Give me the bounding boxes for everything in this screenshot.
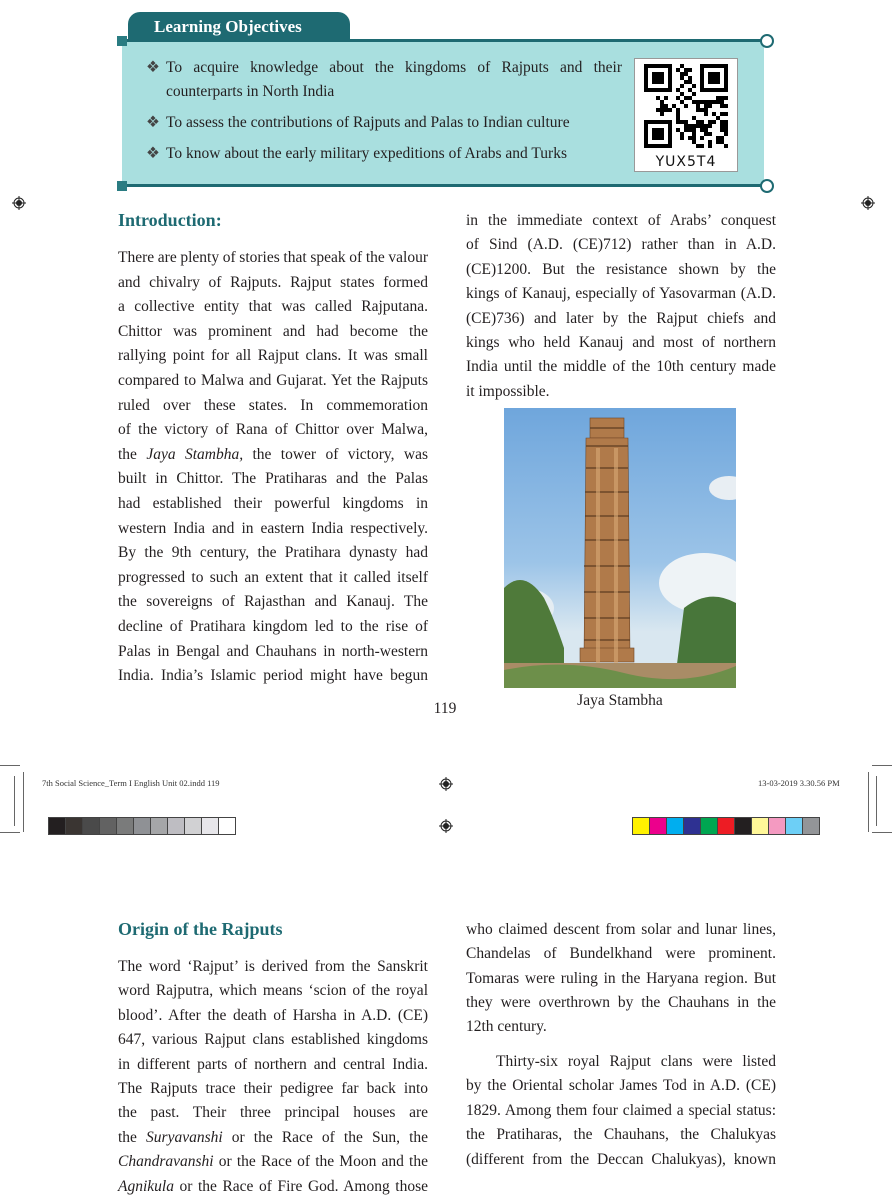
- color-swatch: [717, 817, 735, 835]
- text-line: it impossible.: [466, 382, 550, 400]
- text-line: rallying point for all Rajput clans. It was small: [118, 347, 428, 365]
- text-line: and chivalry of Rajputs. Rajput states formed: [118, 273, 428, 291]
- section-heading-origin: Origin of the Rajputs: [118, 919, 283, 939]
- text-line: The Rajputs trace their pedigree far back into: [118, 1080, 428, 1097]
- text-line: who claimed descent from solar and lunar lines,: [466, 921, 776, 938]
- text-line: in different parts of northern and central India.: [118, 1055, 428, 1073]
- color-swatch: [150, 817, 168, 835]
- text-line: decline of Pratihara kingdom led to the rise of: [118, 618, 428, 635]
- color-swatch: [734, 817, 752, 835]
- text-line: of the victory of Rana of Chittor over Malwa,: [118, 421, 428, 439]
- qr-code-icon: [642, 64, 730, 148]
- objectives-list: [146, 56, 622, 166]
- qr-code-label: YUX5T4: [655, 154, 717, 170]
- objective-item: [146, 56, 622, 104]
- text-line: word Rajputra, which means ‘scion of the royal: [118, 982, 428, 1000]
- text-line: Agnikula or the Race of Fire God. Among those: [118, 1177, 428, 1195]
- text-line: the past. Their three principal houses are: [118, 1104, 428, 1122]
- text-line: Tomaras were ruling in the Haryana region. But: [466, 969, 776, 987]
- color-swatch: [649, 817, 667, 835]
- registration-mark-icon: [439, 819, 453, 833]
- text-line: of Sind (A.D. (CE)712) rather than in A.D.: [466, 236, 776, 254]
- text-line: built in Chittor. The Pratiharas and the Palas: [118, 470, 428, 488]
- page-number: 119: [433, 700, 457, 717]
- color-swatch: [201, 817, 219, 835]
- color-swatch: [785, 817, 803, 835]
- crop-mark: [23, 772, 24, 832]
- crop-mark: [876, 776, 877, 826]
- crop-mark: [0, 765, 20, 766]
- learning-objectives-title: Learning Objectives: [128, 12, 350, 42]
- color-swatch: [82, 817, 100, 835]
- color-swatch: [48, 817, 66, 835]
- objective-text: To assess the contributions of Rajputs and Palas to Indian culture: [166, 114, 570, 131]
- text-line: Chittor was prominent and had become the: [118, 322, 428, 340]
- text-line: the Suryavanshi or the Race of the Sun, the: [118, 1128, 429, 1146]
- text-line: The word ‘Rajput’ is derived from the Sanskrit: [118, 958, 428, 975]
- objective-item: [146, 142, 622, 166]
- corner-ring-icon: [760, 34, 774, 48]
- color-swatch: [700, 817, 718, 835]
- color-swatch: [133, 817, 151, 835]
- color-swatch: [802, 817, 820, 835]
- color-swatch: [632, 817, 650, 835]
- text-line: India until the middle of the 10th century made: [466, 358, 776, 376]
- corner-ring-icon: [760, 179, 774, 193]
- objective-item: [146, 111, 622, 135]
- text-line: kings who held Kanauj and most of northern: [466, 334, 776, 351]
- diamond-bullet-icon: ❖: [146, 59, 160, 76]
- file-info: 7th Social Science_Term I English Unit 02.indd 119: [42, 778, 220, 788]
- text-line: Thirty-six royal Rajput clans were listed: [496, 1053, 776, 1070]
- text-line: 12th century.: [466, 1018, 547, 1036]
- color-swatch: [184, 817, 202, 835]
- color-swatch: [683, 817, 701, 835]
- color-swatch: [116, 817, 134, 835]
- text-line: Chandelas of Bundelkhand were prominent.: [466, 945, 776, 963]
- text-line: had established their powerful kingdoms in: [118, 495, 428, 512]
- text-line: Chandravanshi or the Race of the Moon and the: [118, 1153, 428, 1171]
- jaya-stambha-photo: [504, 408, 736, 688]
- registration-mark-icon: [861, 196, 875, 210]
- text-line: 1829. Among them four claimed a special status:: [466, 1101, 776, 1119]
- corner-square-icon: [117, 181, 127, 191]
- text-line: a collective entity that was called Rajputana.: [118, 298, 428, 316]
- diamond-bullet-icon: ❖: [146, 114, 160, 131]
- text-line: in the immediate context of Arabs’ conquest: [466, 212, 776, 229]
- registration-mark-icon: [12, 196, 26, 210]
- section-heading-introduction: Introduction:: [118, 210, 222, 230]
- color-swatch: [167, 817, 185, 835]
- text-line: (different from the Deccan Chalukyas), known: [466, 1150, 776, 1168]
- tower-image: [504, 408, 736, 688]
- text-line: 647, various Rajput clans established kingdoms: [118, 1031, 428, 1049]
- objective-text: To acquire knowledge about the kingdoms of Rajputs and their counterparts in North India: [166, 59, 622, 100]
- qr-code[interactable]: [634, 58, 738, 172]
- text-line: India. India’s Islamic period might have begun: [118, 667, 428, 685]
- divider: [122, 184, 762, 187]
- diamond-bullet-icon: ❖: [146, 145, 160, 162]
- text-line: the sovereigns of Rajasthan and Kanauj. The: [118, 593, 428, 611]
- cmyk-color-bar: [632, 817, 819, 835]
- objective-text: To know about the early military expeditions of Arabs and Turks: [166, 145, 568, 162]
- corner-square-icon: [117, 36, 127, 46]
- text-line: they were overthrown by the Chauhans in the: [466, 993, 776, 1011]
- registration-mark-icon: [439, 777, 453, 791]
- grayscale-color-bar: [48, 817, 235, 835]
- crop-mark: [872, 832, 892, 833]
- color-swatch: [218, 817, 236, 835]
- text-line: ruled over these states. In commemoration: [118, 396, 428, 414]
- color-swatch: [666, 817, 684, 835]
- crop-mark: [14, 776, 15, 826]
- text-line: progressed to such an extent that it called itself: [118, 568, 428, 586]
- text-line: There are plenty of stories that speak of the valour: [118, 249, 428, 266]
- crop-mark: [868, 772, 869, 832]
- text-line: blood’. After the death of Harsha in A.D. (CE): [118, 1006, 428, 1024]
- text-line: western India and in eastern India respectively.: [118, 519, 428, 537]
- image-caption: Jaya Stambha: [577, 692, 663, 709]
- crop-mark: [0, 832, 20, 833]
- color-swatch: [99, 817, 117, 835]
- color-swatch: [751, 817, 769, 835]
- text-line: (CE)736) and later by the Rajput chiefs and: [466, 309, 776, 327]
- color-swatch: [65, 817, 83, 835]
- text-line: by the Oriental scholar James Tod in A.D. (CE): [466, 1077, 776, 1095]
- text-line: compared to Malwa and Gujarat. Yet the Rajputs: [118, 372, 428, 389]
- text-line: Palas in Bengal and Chauhans in north-western: [118, 642, 428, 660]
- text-line: By the 9th century, the Pratihara dynasty had: [118, 544, 428, 562]
- text-line: kings of Kanauj, especially of Yasovarman (A.D.: [466, 285, 776, 303]
- color-swatch: [768, 817, 786, 835]
- text-line: the Jaya Stambha, the tower of victory, was: [118, 445, 428, 463]
- text-line: (CE)1200. But the resistance shown by the: [466, 260, 776, 278]
- crop-mark: [872, 765, 892, 766]
- text-line: the Pratiharas, the Chauhans, the Chalukyas: [466, 1126, 776, 1144]
- print-timestamp: 13-03-2019 3.30.56 PM: [758, 778, 840, 788]
